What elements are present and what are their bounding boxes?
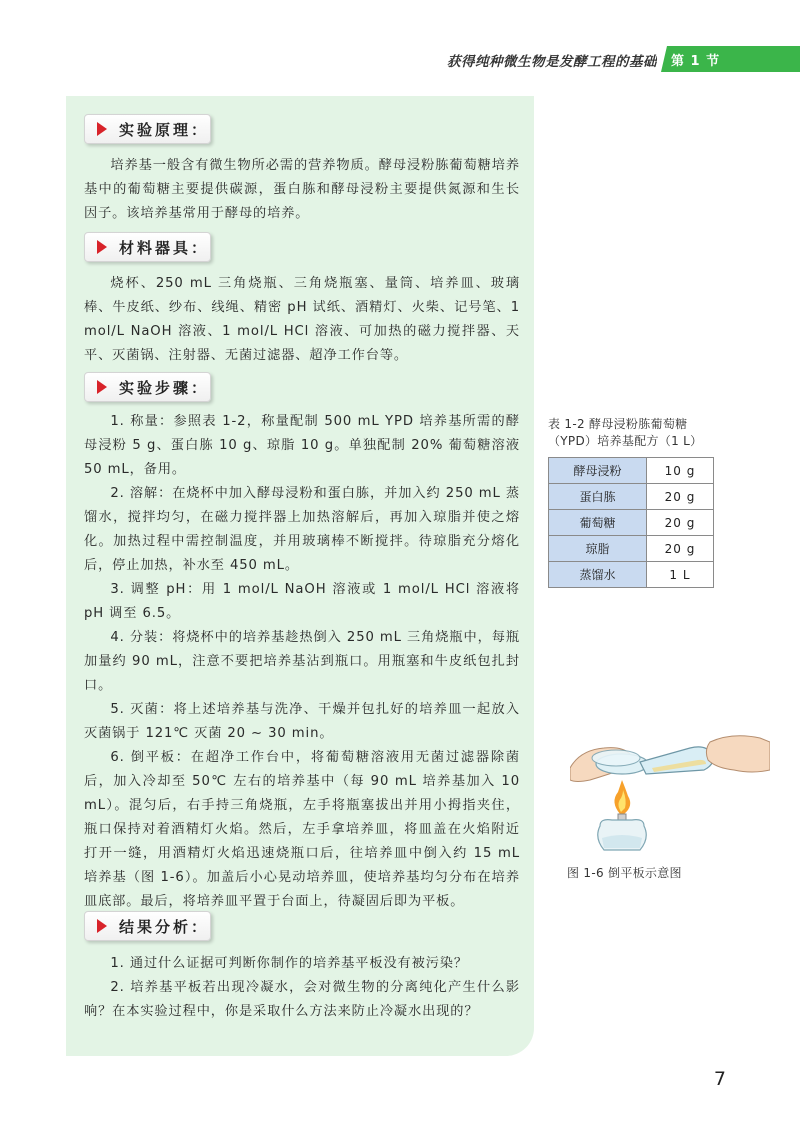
arrow-right-icon xyxy=(97,919,107,933)
table-caption xyxy=(548,416,728,450)
amount-cell: 20 g xyxy=(647,536,714,562)
right-hand xyxy=(706,736,770,772)
section-tab-label: 第 1 节 xyxy=(671,54,721,69)
lamp-liquid xyxy=(602,835,642,848)
principle-heading xyxy=(84,114,211,144)
page-number: 7 xyxy=(713,1068,726,1090)
steps-body xyxy=(84,410,520,914)
table-row xyxy=(549,458,714,484)
table-caption-line: （YPD）培养基配方（1 L） xyxy=(548,434,703,448)
content-panel xyxy=(66,96,534,1056)
principle-heading-text: 实验原理： xyxy=(119,121,210,139)
principle-paragraph: 培养基一般含有微生物所必需的营养物质。酵母浸粉胨葡萄糖培养基中的葡萄糖主要提供碳源，蛋白胨和酵母浸粉主要提供氮源和生长因子。该培养基常用于酵母的培养。 xyxy=(84,158,520,221)
section-tab-notch xyxy=(657,46,667,72)
table-row xyxy=(549,562,714,588)
figure-caption: 图 1-6 倒平板示意图 xyxy=(567,866,682,880)
running-title: 获得纯种微生物是发酵工程的基础 xyxy=(447,54,657,70)
amount-cell: 20 g xyxy=(647,510,714,536)
running-header xyxy=(0,44,800,74)
arrow-right-icon xyxy=(97,122,107,136)
principle-body xyxy=(84,154,520,226)
analysis-heading-text: 结果分析： xyxy=(119,918,210,936)
section-tab xyxy=(657,46,800,72)
ingredient-cell: 蒸馏水 xyxy=(549,562,647,588)
analysis-body xyxy=(84,952,520,1024)
step-paragraph: 3. 调整 pH：用 1 mol/L NaOH 溶液或 1 mol/L HCl 溶液将 pH 调至 6.5。 xyxy=(84,582,520,621)
step-paragraph: 2. 溶解：在烧杯中加入酵母浸粉和蛋白胨，并加入约 250 mL 蒸馏水，搅拌均匀，在磁力搅拌器上加热溶解后，再加入琼脂并使之熔化。加热过程中需控制温度，并用玻璃棒不断搅拌。待琼脂充分熔化后，停止加热，补水至 450 mL。 xyxy=(84,486,520,573)
analysis-question: 2. 培养基平板若出现冷凝水，会对微生物的分离纯化产生什么影响？在本实验过程中，你是采取什么方法来防止冷凝水出现的？ xyxy=(84,980,520,1019)
materials-body xyxy=(84,272,520,368)
table-row xyxy=(549,510,714,536)
materials-heading xyxy=(84,232,211,262)
step-paragraph: 1. 称量：参照表 1-2，称量配制 500 mL YPD 培养基所需的酵母浸粉 5 g、蛋白胨 10 g、琼脂 10 g。单独配制 20% 葡萄糖溶液 50 mL，备用。 xyxy=(84,414,520,477)
amount-cell: 20 g xyxy=(647,484,714,510)
ingredient-cell: 蛋白胨 xyxy=(549,484,647,510)
amount-cell: 10 g xyxy=(647,458,714,484)
analysis-question: 1. 通过什么证据可判断你制作的培养基平板没有被污染？ xyxy=(110,956,468,971)
amount-cell: 1 L xyxy=(647,562,714,588)
table-row xyxy=(549,484,714,510)
table-row xyxy=(549,536,714,562)
steps-heading xyxy=(84,372,211,402)
step-paragraph: 5. 灭菌：将上述培养基与洗净、干燥并包扎好的培养皿一起放入灭菌锅于 121℃ 灭菌 20 ~ 30 min。 xyxy=(84,702,520,741)
analysis-heading xyxy=(84,911,211,941)
steps-heading-text: 实验步骤： xyxy=(119,379,210,397)
ingredient-cell: 葡萄糖 xyxy=(549,510,647,536)
materials-heading-text: 材料器具： xyxy=(119,239,210,257)
materials-paragraph: 烧杯、250 mL 三角烧瓶、三角烧瓶塞、量筒、培养皿、玻璃棒、牛皮纸、纱布、线绳、精密 pH 试纸、酒精灯、火柴、记号笔、1 mol/L NaOH 溶液、1 mol/L HCl 溶液、可加热的磁力搅拌器、天平、灭菌锅、注射器、无菌过滤器、超净工作台等。 xyxy=(84,276,520,363)
table-caption-line: 表 1-2 酵母浸粉胨葡萄糖 xyxy=(548,417,688,431)
step-paragraph: 6. 倒平板：在超净工作台中，将葡萄糖溶液用无菌过滤器除菌后，加入冷却至 50℃ 左右的培养基中（每 90 mL 培养基加入 10 mL）。混匀后，右手持三角烧瓶，左手将瓶塞拔出并用小拇指夹住，瓶口保持对着酒精灯火焰。然后，左手拿培养皿，将皿盖在火焰附近打开一缝，用酒精灯火焰迅速烧瓶口后，往培养皿中倒入约 15 mL 培养基（图 1-6）。加盖后小心晃动培养皿，使培养基均匀分布在培养皿底部。最后，将培养皿平置于台面上，待凝固后即为平板。 xyxy=(84,750,520,909)
ingredient-cell: 琼脂 xyxy=(549,536,647,562)
petri-lid xyxy=(592,750,640,766)
step-paragraph: 4. 分装：将烧杯中的培养基趁热倒入 250 mL 三角烧瓶中，每瓶加量约 90 mL，注意不要把培养基沾到瓶口。用瓶塞和牛皮纸包扎封口。 xyxy=(84,630,520,693)
ypd-recipe-table xyxy=(548,457,714,588)
pour-plate-illustration xyxy=(570,728,770,858)
arrow-right-icon xyxy=(97,380,107,394)
pour-plate-drawing xyxy=(570,728,770,858)
arrow-right-icon xyxy=(97,240,107,254)
ingredient-cell: 酵母浸粉 xyxy=(549,458,647,484)
